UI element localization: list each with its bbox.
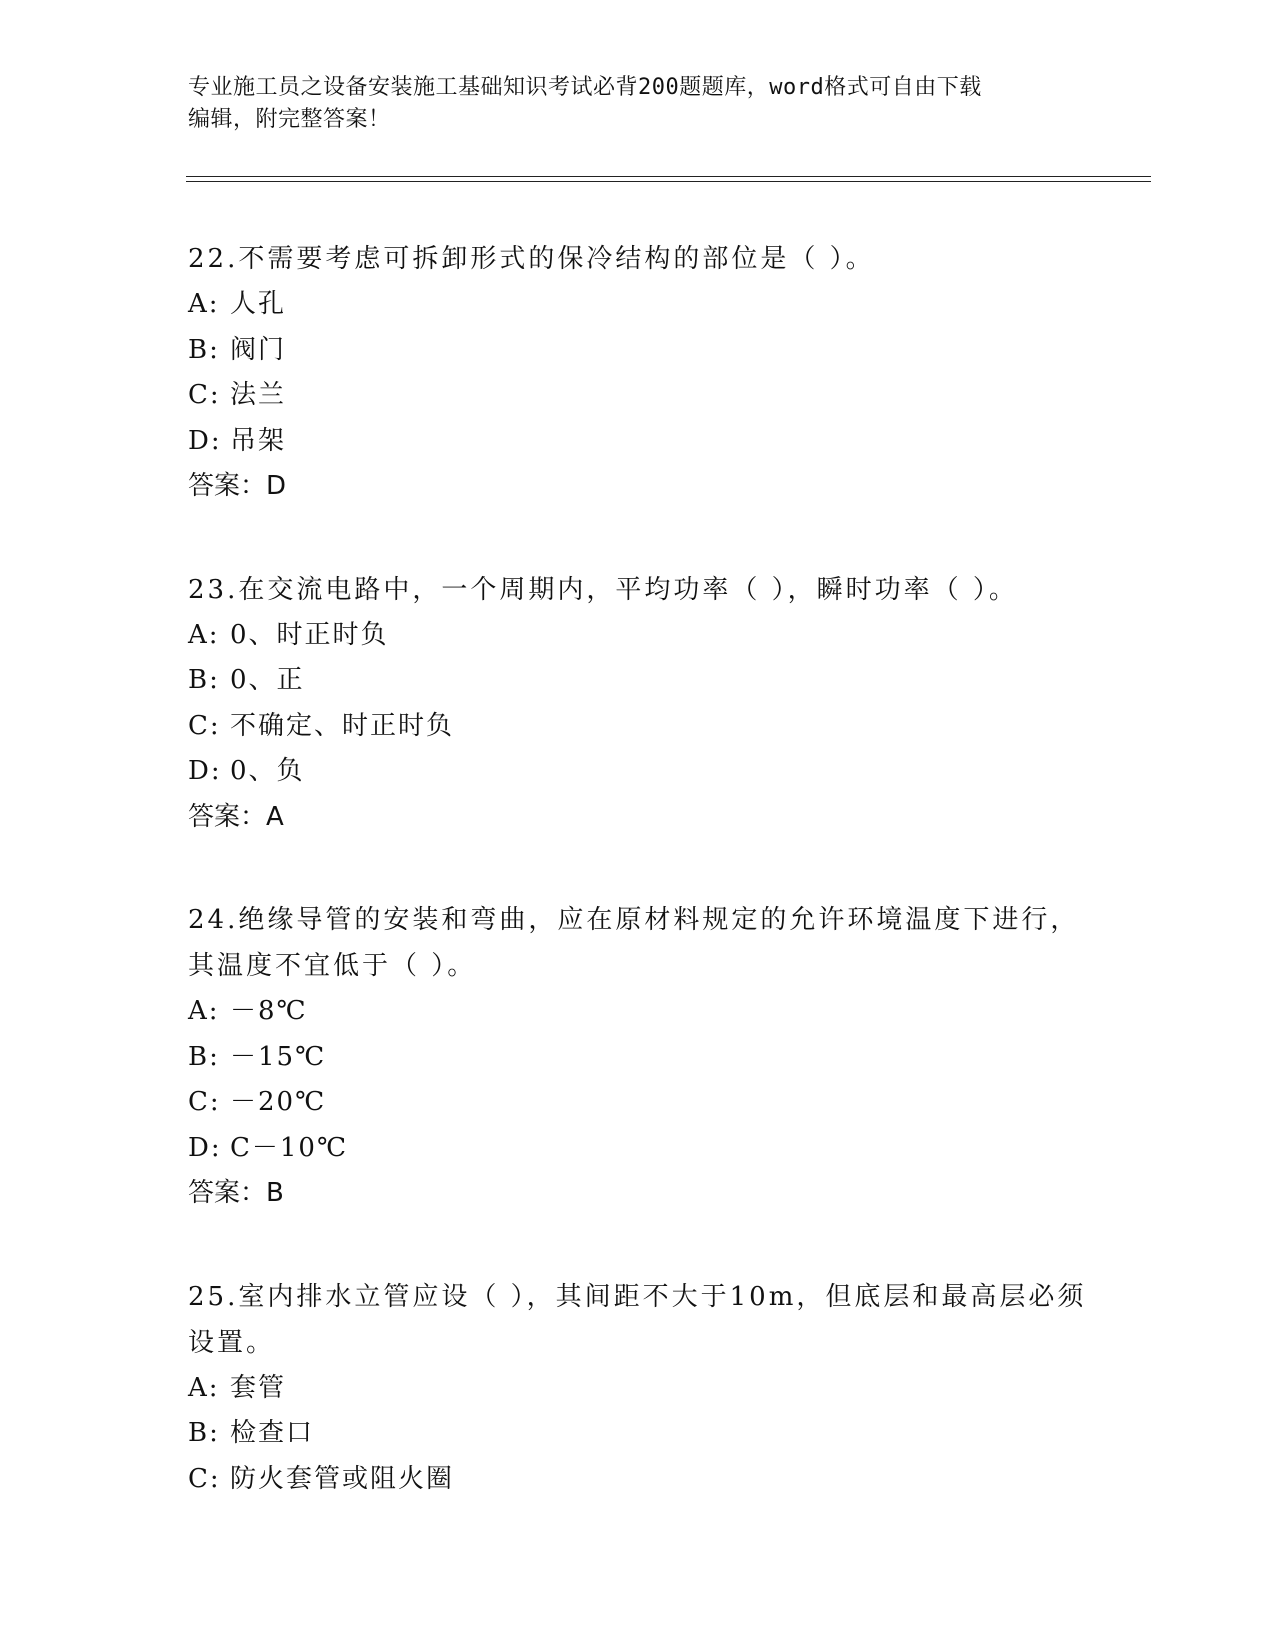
option-b bbox=[188, 1411, 1088, 1457]
option-letter: B: bbox=[188, 1041, 220, 1072]
option-letter: D: bbox=[188, 1132, 222, 1163]
option-text: －15℃ bbox=[230, 1041, 327, 1072]
option-text: 0、正 bbox=[230, 665, 305, 695]
option-text: 法兰 bbox=[230, 380, 287, 410]
option-text: 套管 bbox=[230, 1372, 287, 1403]
question-23 bbox=[188, 567, 1088, 841]
question-24 bbox=[188, 897, 1088, 1217]
option-text: 0、负 bbox=[230, 756, 305, 786]
question-stem-line-2: 设置。 bbox=[188, 1327, 276, 1358]
option-text: 阀门 bbox=[230, 334, 287, 365]
option-letter: B: bbox=[188, 334, 220, 365]
option-d bbox=[188, 1126, 1088, 1172]
option-text: 0、时正时负 bbox=[230, 619, 389, 650]
option-d bbox=[188, 749, 1088, 795]
option-letter: B: bbox=[188, 1418, 220, 1448]
option-letter: A: bbox=[188, 1372, 220, 1403]
option-c bbox=[188, 1457, 1088, 1503]
option-a bbox=[188, 613, 1088, 659]
question-22 bbox=[188, 236, 1088, 510]
option-letter: A: bbox=[188, 619, 220, 650]
option-text: 防火套管或阻火圈 bbox=[230, 1463, 455, 1494]
question-list bbox=[188, 236, 1088, 1559]
answer-line: 答案：A bbox=[188, 801, 284, 832]
option-text: －20℃ bbox=[230, 1087, 327, 1117]
option-letter: A: bbox=[188, 996, 220, 1026]
header-divider-bottom bbox=[186, 181, 1151, 182]
answer-line: 答案：D bbox=[188, 471, 287, 501]
option-a bbox=[188, 989, 1088, 1035]
option-letter: A: bbox=[188, 289, 220, 319]
header-title-line-2: 编辑，附完整答案！ bbox=[188, 107, 391, 132]
option-b bbox=[188, 1035, 1088, 1081]
answer-line: 答案：B bbox=[188, 1178, 284, 1208]
question-stem-line-1: 24.绝缘导管的安装和弯曲，应在原材料规定的允许环境温度下进行， bbox=[188, 905, 1080, 935]
option-a bbox=[188, 1366, 1088, 1412]
option-text: 不确定、时正时负 bbox=[230, 710, 455, 741]
option-text: 吊架 bbox=[230, 425, 287, 456]
option-text: 检查口 bbox=[230, 1418, 315, 1448]
option-letter: D: bbox=[188, 425, 222, 456]
option-letter: D: bbox=[188, 756, 222, 786]
option-c bbox=[188, 1080, 1088, 1126]
header-title-line-1: 专业施工员之设备安装施工基础知识考试必背200题题库，word格式可自由下载 bbox=[188, 75, 982, 100]
option-c bbox=[188, 704, 1088, 750]
option-b bbox=[188, 658, 1088, 704]
question-stem-line-1: 25.室内排水立管应设（ ），其间距不大于10m，但底层和最高层必须 bbox=[188, 1281, 1087, 1312]
header-divider-top bbox=[186, 176, 1151, 177]
question-stem: 23.在交流电路中，一个周期内，平均功率（ ），瞬时功率（ ）。 bbox=[188, 574, 1018, 605]
option-letter: C: bbox=[188, 1463, 221, 1494]
option-b bbox=[188, 328, 1088, 374]
option-d bbox=[188, 419, 1088, 465]
option-letter: C: bbox=[188, 1087, 221, 1117]
option-text: －8℃ bbox=[230, 996, 308, 1026]
question-stem: 22.不需要考虑可拆卸形式的保冷结构的部位是（ ）。 bbox=[188, 244, 875, 274]
document-header bbox=[188, 72, 1088, 136]
question-stem-line-2: 其温度不宜低于（ ）。 bbox=[188, 951, 477, 981]
question-25 bbox=[188, 1274, 1088, 1503]
option-text: 人孔 bbox=[230, 289, 287, 319]
option-c bbox=[188, 373, 1088, 419]
option-text: C－10℃ bbox=[230, 1132, 349, 1163]
option-letter: B: bbox=[188, 665, 220, 695]
option-a bbox=[188, 282, 1088, 328]
option-letter: C: bbox=[188, 710, 221, 741]
option-letter: C: bbox=[188, 380, 221, 410]
